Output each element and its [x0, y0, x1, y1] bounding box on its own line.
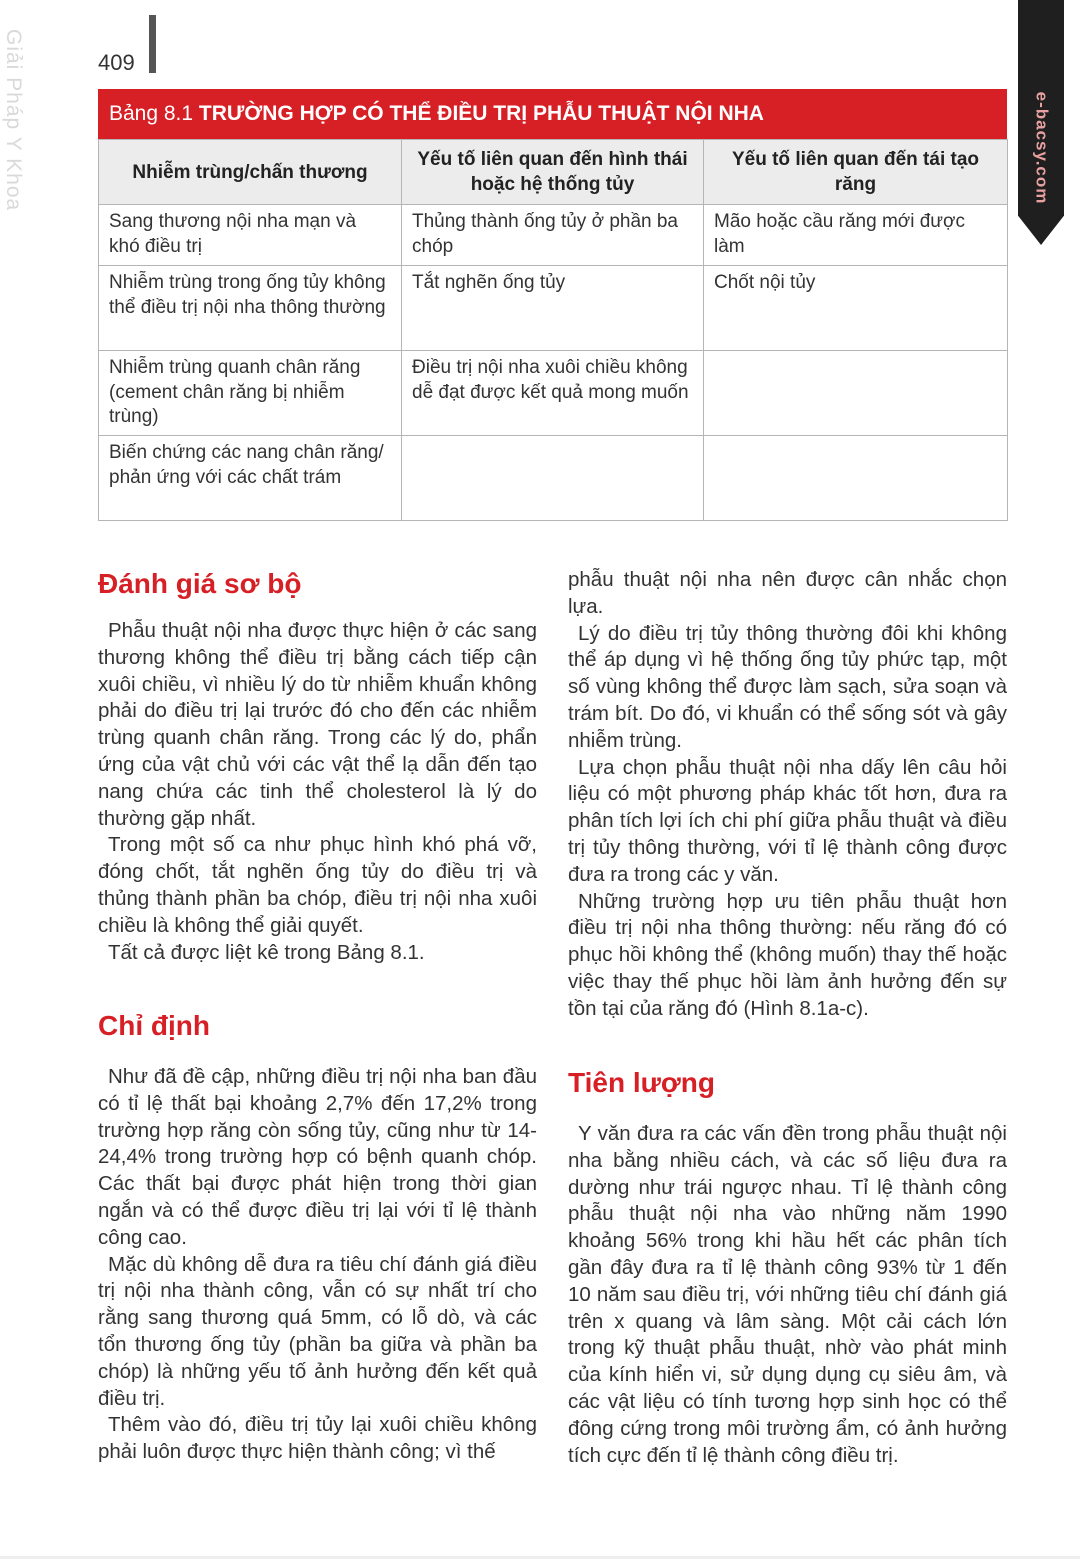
indications-table [98, 139, 1008, 521]
paragraph: Y văn đưa ra các vấn đền trong phẫu thuật nội nha bằng nhiều cách, và các số liệu đưa ra dường như trái ngược nhau. Tỉ lệ thành công phẫu thuật nội nha vào những năm 1990 khoảng 56% trong khi hầu hết các phân tích gần đây đưa ra tỉ lệ thành công 93% từ 1 đến 10 năm sau điều trị, với những tiêu chí đánh giá trên x quang và lâm sàng. Một cải cách lớn trong kỹ thuật phẫu thuật, nhờ vào phát minh của kính hiển vi, sử dụng dụng cụ siêu âm, và các vật liệu có tính tương hợp sinh học có thể đông cứng trong môi trường ẩm, có ảnh hưởng tích cực đến tỉ lệ thành công điều trị. [568, 1122, 1007, 1467]
paragraph: Trong một số ca như phục hình khó phá vỡ, đóng chốt, tắt nghẽn ống tủy do điều trị và thủng thành phần ba chóp, điều trị nội nha xuôi chiều là không thể giải quyết. [98, 833, 537, 937]
table-cell [704, 351, 1008, 436]
paragraph: Những trường hợp ưu tiên phẫu thuật hơn điều trị nội nha thông thường: nếu răng đó có phục hồi không thể (không muốn) thay thế hoặc việc thay thế phục hồi làm ảnh hưởng đến sự tồn tại của răng đó (Hình 8.1a-c). [568, 889, 1007, 1020]
brand-text: e-bacsy.com [1032, 91, 1052, 204]
paragraph: Thêm vào đó, điều trị tủy lại xuôi chiều không phải luôn được thực hiện thành công; vì thế [98, 1413, 537, 1464]
section-danh-gia [98, 566, 537, 966]
section-heading: Đánh giá sơ bộ [98, 568, 302, 599]
table-row [99, 205, 1008, 266]
table-row [99, 351, 1008, 436]
paragraph: Phẫu thuật nội nha được thực hiện ở các sang thương không thể điều trị bằng cách tiếp cận xuôi chiều, vì nhiều lý do từ nhiễm khuẩn không phải do điều trị lại trước đó cho đến các nhiễm trùng quanh chân răng. Trong các lý do, phẩn ứng của vật chủ với các vật thể lạ dẫn đến tạo nang chứa các tinh thể cholesterol là lý do thường gặp nhất. [98, 619, 537, 830]
table-cell [402, 436, 704, 521]
table-header-row [99, 140, 1008, 205]
table-8-1 [98, 89, 1007, 521]
paragraph: Mặc dù không dễ đưa ra tiêu chí đánh giá điều trị nội nha thành công, vẫn có sự nhất trí cho rằng sang thương quá 5mm, có lỗ dò, và các tổn thương ống tủy (phần ba giữa và phần ba chóp) là những yếu tố ảnh hưởng đến kết quả điều trị. [98, 1252, 537, 1410]
section-heading: Tiên lượng [568, 1067, 715, 1098]
paragraph: Lựa chọn phẫu thuật nội nha dấy lên câu hỏi liệu có một phương pháp khác tốt hơn, đưa ra phân tích lợi ích chi phí giữa phẫu thuật và điều trị tủy thông thường, với tỉ lệ thành công được đưa ra trong các y văn. [568, 755, 1007, 886]
table-cell: Nhiễm trùng quanh chân răng (cement chân răng bị nhiễm trùng) [99, 351, 402, 436]
table-cell: Nhiễm trùng trong ống tủy không thể điều trị nội nha thông thường [99, 266, 402, 351]
table-cell [704, 436, 1008, 521]
paragraph: Như đã đề cập, những điều trị nội nha ban đầu có tỉ lệ thất bại khoảng 2,7% đến 17,2% trong trường hợp răng còn sống tủy, cũng như từ 14-24,4% trong trường hợp có bệnh quanh chóp. Các thất bại được phát hiện trong thời gian ngắn và có thể được điều trị lại với tỉ lệ thành công cao. [98, 1065, 537, 1249]
section-continued [568, 567, 1007, 1023]
table-cell: Biến chứng các nang chân răng/ phản ứng với các chất trám [99, 436, 402, 521]
table-row [99, 436, 1008, 521]
table-caption-prefix: Bảng 8.1 [109, 102, 194, 125]
table-header-cell: Nhiễm trùng/chấn thương [99, 140, 402, 205]
page-number-bar [149, 15, 156, 73]
section-tien-luong [568, 1065, 1007, 1469]
table-cell: Chốt nội tủy [704, 266, 1008, 351]
page-number: 409 [98, 50, 135, 75]
table-cell: Thủng thành ống tủy ở phần ba chóp [402, 205, 704, 266]
table-caption [98, 89, 1007, 139]
brand-label [1014, 80, 1068, 215]
paragraph: Tất cả được liệt kê trong Bảng 8.1. [108, 940, 425, 964]
table-cell: Tắt nghẽn ống tủy [402, 266, 704, 351]
table-header-cell: Yếu tố liên quan đến hình thái hoặc hệ thống tủy [402, 140, 704, 205]
table-cell: Sang thương nội nha mạn và khó điều trị [99, 205, 402, 266]
table-cell: Mão hoặc cầu răng mới được làm [704, 205, 1008, 266]
paragraph: phẫu thuật nội nha nên được cân nhắc chọn lựa. [568, 568, 1007, 618]
running-title: Giải Pháp Y Khoa [2, 29, 25, 212]
table-caption-title: TRƯỜNG HỢP CÓ THỂ ĐIỀU TRỊ PHẪU THUẬT NỘI NHA [198, 102, 764, 125]
section-chi-dinh [98, 1008, 537, 1466]
table-row [99, 266, 1008, 351]
paragraph: Lý do điều trị tủy thông thường đôi khi không thể áp dụng vì hệ thống ống tủy phức tạp, một số vùng không thể được làm sạch, sửa soạn và trám bít. Do đó, vi khuẩn có thể sống sót và gây nhiễm trùng. [568, 621, 1007, 752]
table-header-cell: Yếu tố liên quan đến tái tạo răng [704, 140, 1008, 205]
section-heading: Chỉ định [98, 1010, 210, 1041]
table-cell: Điều trị nội nha xuôi chiều không dễ đạt được kết quả mong muốn [402, 351, 704, 436]
